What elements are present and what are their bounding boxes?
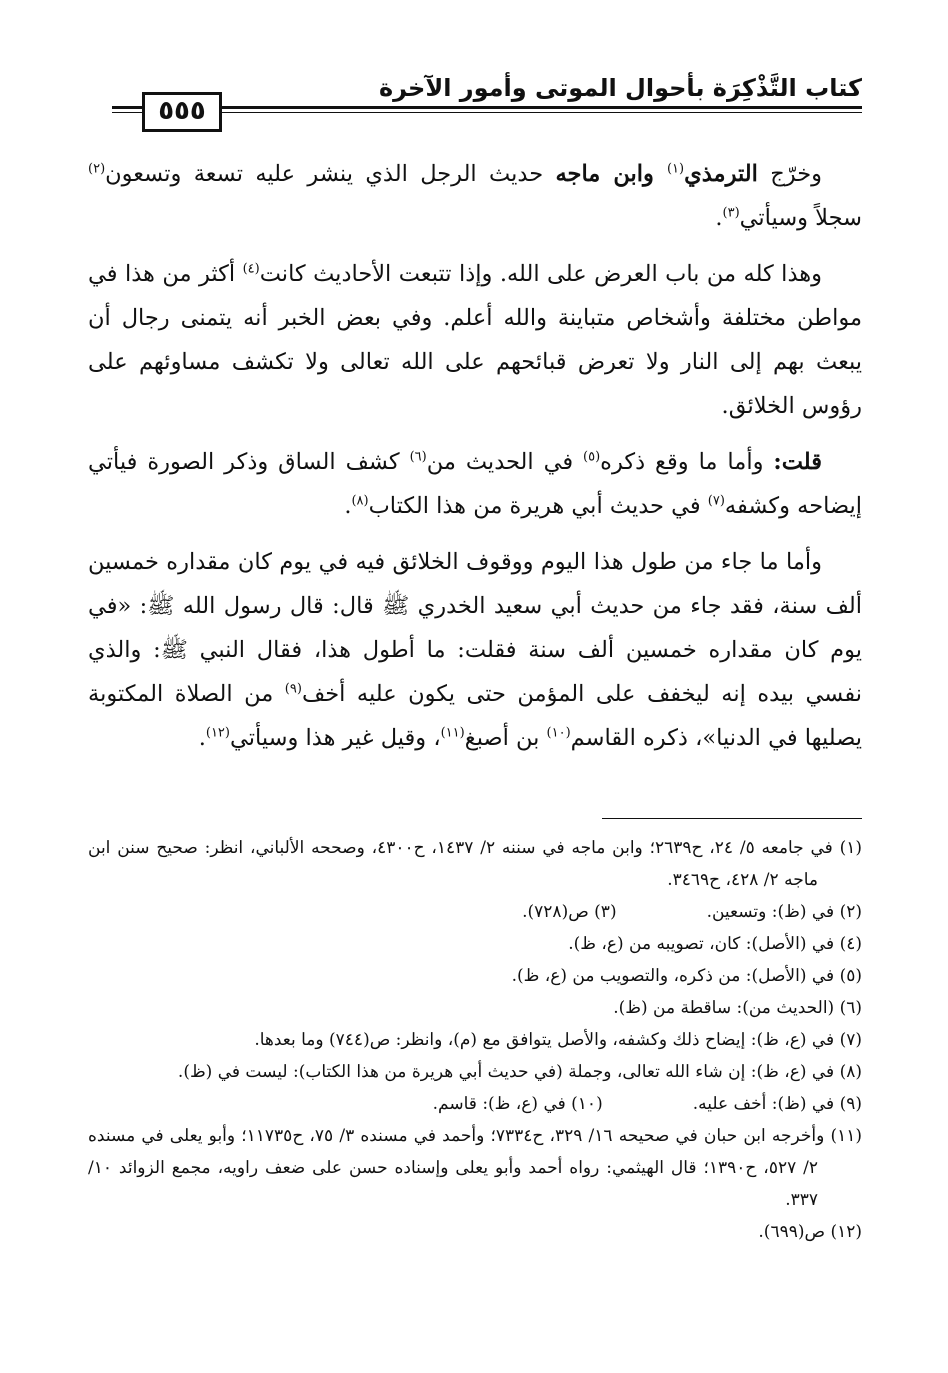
- footnote: (١١) وأخرجه ابن حبان في صحيحه ١٦/ ٣٢٩، ح٧٣٣٤؛ وأحمد في مسنده ٣/ ٧٥، ح١١٧٣٥؛ وأبو يعلى في مسنده ٢/ ٥٢٧، ح١٣٩٠؛ قال الهيثمي: رواه أحمد وأبو يعلى وإسناده حسن على ضعف راويه، مجمع الزوائد ١٠/ ٣٣٧.: [88, 1126, 862, 1210]
- text-run: حديث الرجل الذي ينشر عليه تسعة وتسعون: [105, 161, 556, 187]
- footnote: (٣) ص(٧٢٨).: [522, 902, 617, 922]
- paragraph: [88, 540, 862, 760]
- text-run: كشف الساق وذكر الصورة فيأتي إيضاحه وكشفه: [88, 449, 862, 519]
- footnote-marker: (٩): [284, 681, 302, 697]
- text-run: .: [198, 725, 206, 751]
- footnote: (٤) في (الأصل): كان، تصويبه من (ع، ظ).: [568, 934, 862, 954]
- bold-term: وابن ماجه: [555, 161, 667, 187]
- footnote-marker: (٤): [242, 261, 260, 277]
- footnote-row: [88, 896, 862, 928]
- text-run: من الصلاة المكتوبة يصليها في الدنيا»، ذكره القاسم: [88, 681, 862, 751]
- footnote-marker: (٧): [707, 493, 725, 509]
- footnote-marker: (١): [666, 161, 685, 177]
- footnote-marker: (٣): [722, 205, 740, 221]
- footnote-marker: (١٢): [205, 725, 230, 741]
- paragraph: [88, 252, 862, 428]
- text-run: في الحديث من: [426, 449, 584, 475]
- footnote-marker: (٦): [409, 449, 427, 465]
- footnote-separator: [602, 818, 862, 819]
- text-run: ، وقيل غير هذا وسيأتي: [229, 725, 441, 751]
- text-run: .: [715, 205, 723, 231]
- paragraph: [88, 440, 862, 528]
- text-run: وهذا كله من باب العرض على الله. وإذا تتبعت الأحاديث كانت: [259, 261, 822, 287]
- footnotes: [88, 832, 862, 1248]
- footnote-marker: (٢): [88, 161, 106, 177]
- book-title: كتاب التَّذْكِرَة بأحوال الموتى وأمور الآخرة: [378, 74, 862, 102]
- running-header: [112, 70, 862, 126]
- footnote: (٦) (الحديث من): ساقطة من (ظ).: [613, 998, 862, 1018]
- footnote-marker: (١٠): [546, 725, 571, 741]
- text-run: .: [344, 493, 352, 519]
- footnote: (١) في جامعه ٥/ ٢٤، ح٢٦٣٩؛ وابن ماجه في سننه ٢/ ١٤٣٧، ح٤٣٠٠، وصححه الألباني، انظر: صحيح سنن ابن ماجه ٢/ ٤٢٨، ح٣٤٦٩.: [88, 838, 862, 890]
- footnote-marker: (٥): [583, 449, 601, 465]
- text-run: وأما ما جاء من طول هذا اليوم ووقوف الخلائق فيه في يوم كان مقداره خمسين ألف سنة، فقد جاء من حديث أبي سعيد الخدري ﷺ قال: قال رسول الله ﷺ: «في يوم كان مقداره خمسين ألف سنة فقلت: ما أطول هذا، فقال النبي ﷺ: والذي نفسي بيده إنه ليخفف على المؤمن حتى يكون عليه أخف: [88, 549, 862, 707]
- footnote: (٧) في (ع، ظ): إيضاح ذلك وكشفه، والأصل يتوافق مع (م)، وانظر: ص(٧٤٤) وما بعدها.: [254, 1030, 862, 1050]
- footnote: (٥) في (الأصل): من ذكره، والتصويب من (ع، ظ).: [511, 966, 862, 986]
- footnote-marker: (٨): [351, 493, 369, 509]
- footnote: (١٢) ص(٦٩٩).: [758, 1222, 862, 1242]
- footnote: (٨) في (ع، ظ): إن شاء الله تعالى، وجملة (في حديث أبي هريرة من هذا الكتاب): ليست في (ظ).: [177, 1062, 862, 1082]
- text-run: وخرّج: [757, 161, 822, 187]
- footnote: (١٠) في (ع، ظ): قاسم.: [432, 1094, 603, 1114]
- page-number: ٥٥٥: [142, 92, 222, 132]
- text-run: وأما ما وقع ذكره: [600, 449, 774, 475]
- footnote-row: [88, 1088, 862, 1120]
- header-rule-thin: [112, 112, 862, 113]
- bold-term: قلت:: [773, 449, 822, 475]
- bold-term: الترمذي: [684, 161, 758, 187]
- main-text: [88, 152, 862, 772]
- text-run: أكثر من هذا في مواطن مختلفة وأشخاص متباينة والله أعلم. وفي بعض الخبر أنه يتمنى رجال أن يبعث بهم إلى النار ولا تعرض قبائحهم على الله تعالى ولا تكشف مساوئهم على رؤوس الخلائق.: [88, 261, 862, 419]
- footnote: (٢) في (ظ): وتسعين.: [706, 902, 862, 922]
- text-run: في حديث أبي هريرة من هذا الكتاب: [368, 493, 708, 519]
- paragraph: [88, 152, 862, 240]
- text-run: سجلاً وسيأتي: [739, 205, 862, 231]
- footnote-marker: (١١): [440, 725, 465, 741]
- header-rule: [112, 106, 862, 109]
- text-run: بن أصبغ: [464, 725, 547, 751]
- footnote: (٩) في (ظ): أخف عليه.: [692, 1094, 862, 1114]
